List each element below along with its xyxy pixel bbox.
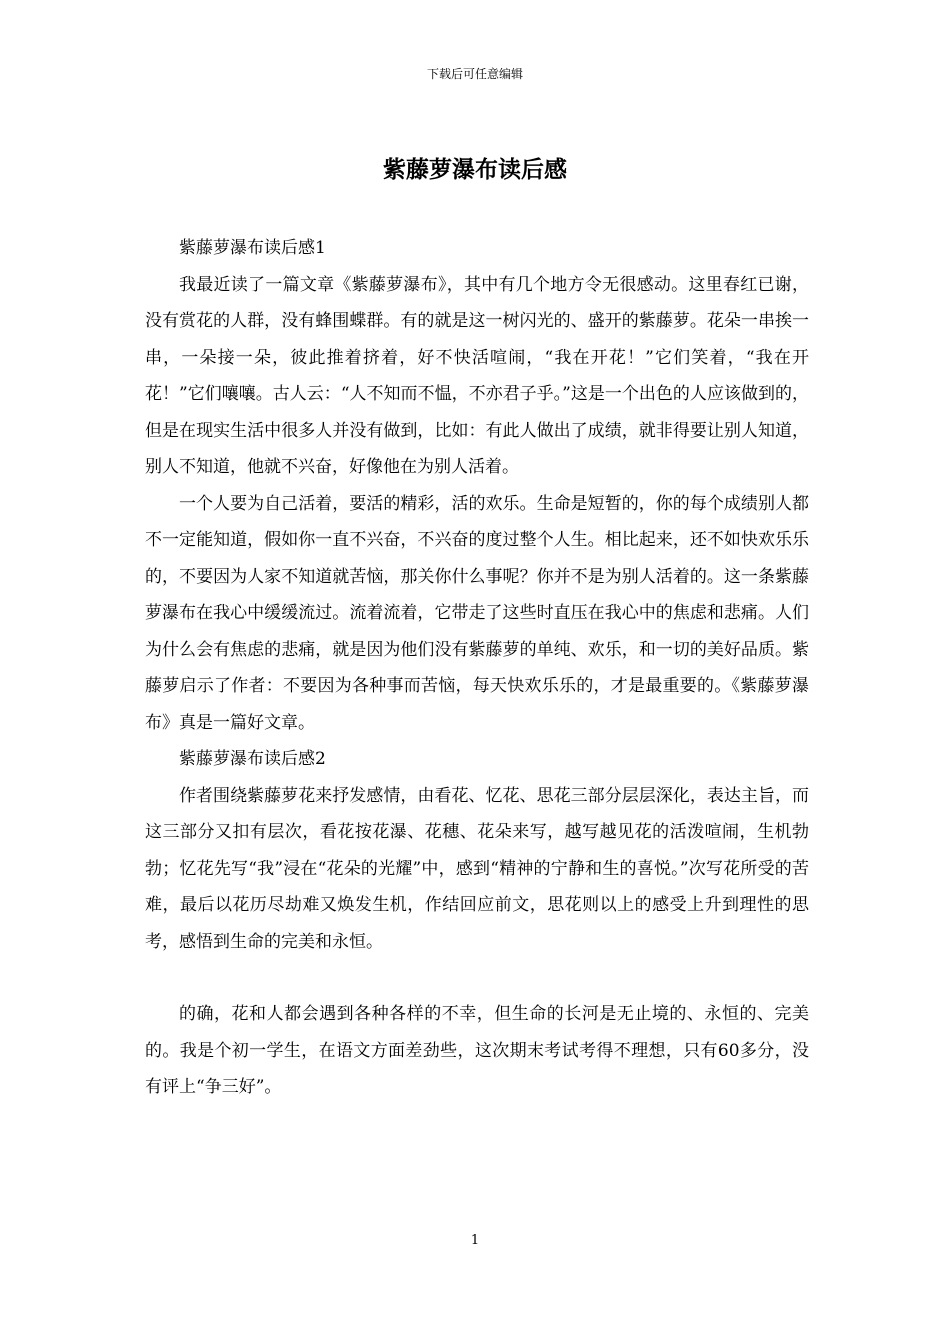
paragraph: 的确，花和人都会遇到各种各样的不幸，但生命的长河是无止境的、永恒的、完美的。我是个初一学生，在语文方面差劲些，这次期末考试考得不理想，只有60多分，没有评上“争三好”。: [145, 1004, 809, 1097]
document-body: [145, 230, 809, 1106]
header-note: 下载后可任意编辑: [426, 67, 523, 81]
page-number: 1: [470, 1233, 480, 1248]
document-title: 紫藤萝瀑布读后感: [383, 156, 567, 183]
paragraph: 我最近读了一篇文章《紫藤萝瀑布》，其中有几个地方令无很感动。这里春红已谢，没有赏花的人群，没有蜂围蝶群。有的就是这一树闪光的、盛开的紫藤萝。花朵一串挨一串，一朵接一朵，彼此推着挤着，好不快活喧闹，“我在开花！”它们笑着，“我在开花！”它们嚷嚷。古人云：“人不知而不愠，不亦君子乎。”这是一个出色的人应该做到的，但是在现实生活中很多人并没有做到，比如：有此人做出了成绩，就非得要让别人知道，别人不知道，他就不兴奋，好像他在为别人活着。: [145, 274, 809, 477]
section-heading: 紫藤萝瀑布读后感2: [179, 749, 326, 769]
paragraph: 作者围绕紫藤萝花来抒发感情，由看花、忆花、思花三部分层层深化，表达主旨，而这三部分又扣有层次，看花按花瀑、花穗、花朵来写，越写越见花的活泼喧闹，生机勃勃；忆花先写“我”浸在“花朵的光耀”中，感到“精神的宁静和生的喜悦。”次写花所受的苦难，最后以花历尽劫难又焕发生机，作结回应前文，思花则以上的感受上升到理性的思考，感悟到生命的完美和永恒。: [145, 785, 809, 952]
section-heading: 紫藤萝瀑布读后感1: [179, 238, 326, 258]
paragraph: 一个人要为自己活着，要活的精彩，活的欢乐。生命是短暂的，你的每个成绩别人都不一定能知道，假如你一直不兴奋，不兴奋的度过整个人生。相比起来，还不如快欢乐乐的，不要因为人家不知道就苦恼，那关你什么事呢？你并不是为别人活着的。这一条紫藤萝瀑布在我心中缓缓流过。流着流着，它带走了这些时直压在我心中的焦虑和悲痛。人们为什么会有焦虑的悲痛，就是因为他们没有紫藤萝的单纯、欢乐，和一切的美好品质。紫藤萝启示了作者：不要因为各种事而苦恼，每天快欢乐乐的，才是最重要的。《紫藤萝瀑布》真是一篇好文章。: [145, 493, 809, 733]
